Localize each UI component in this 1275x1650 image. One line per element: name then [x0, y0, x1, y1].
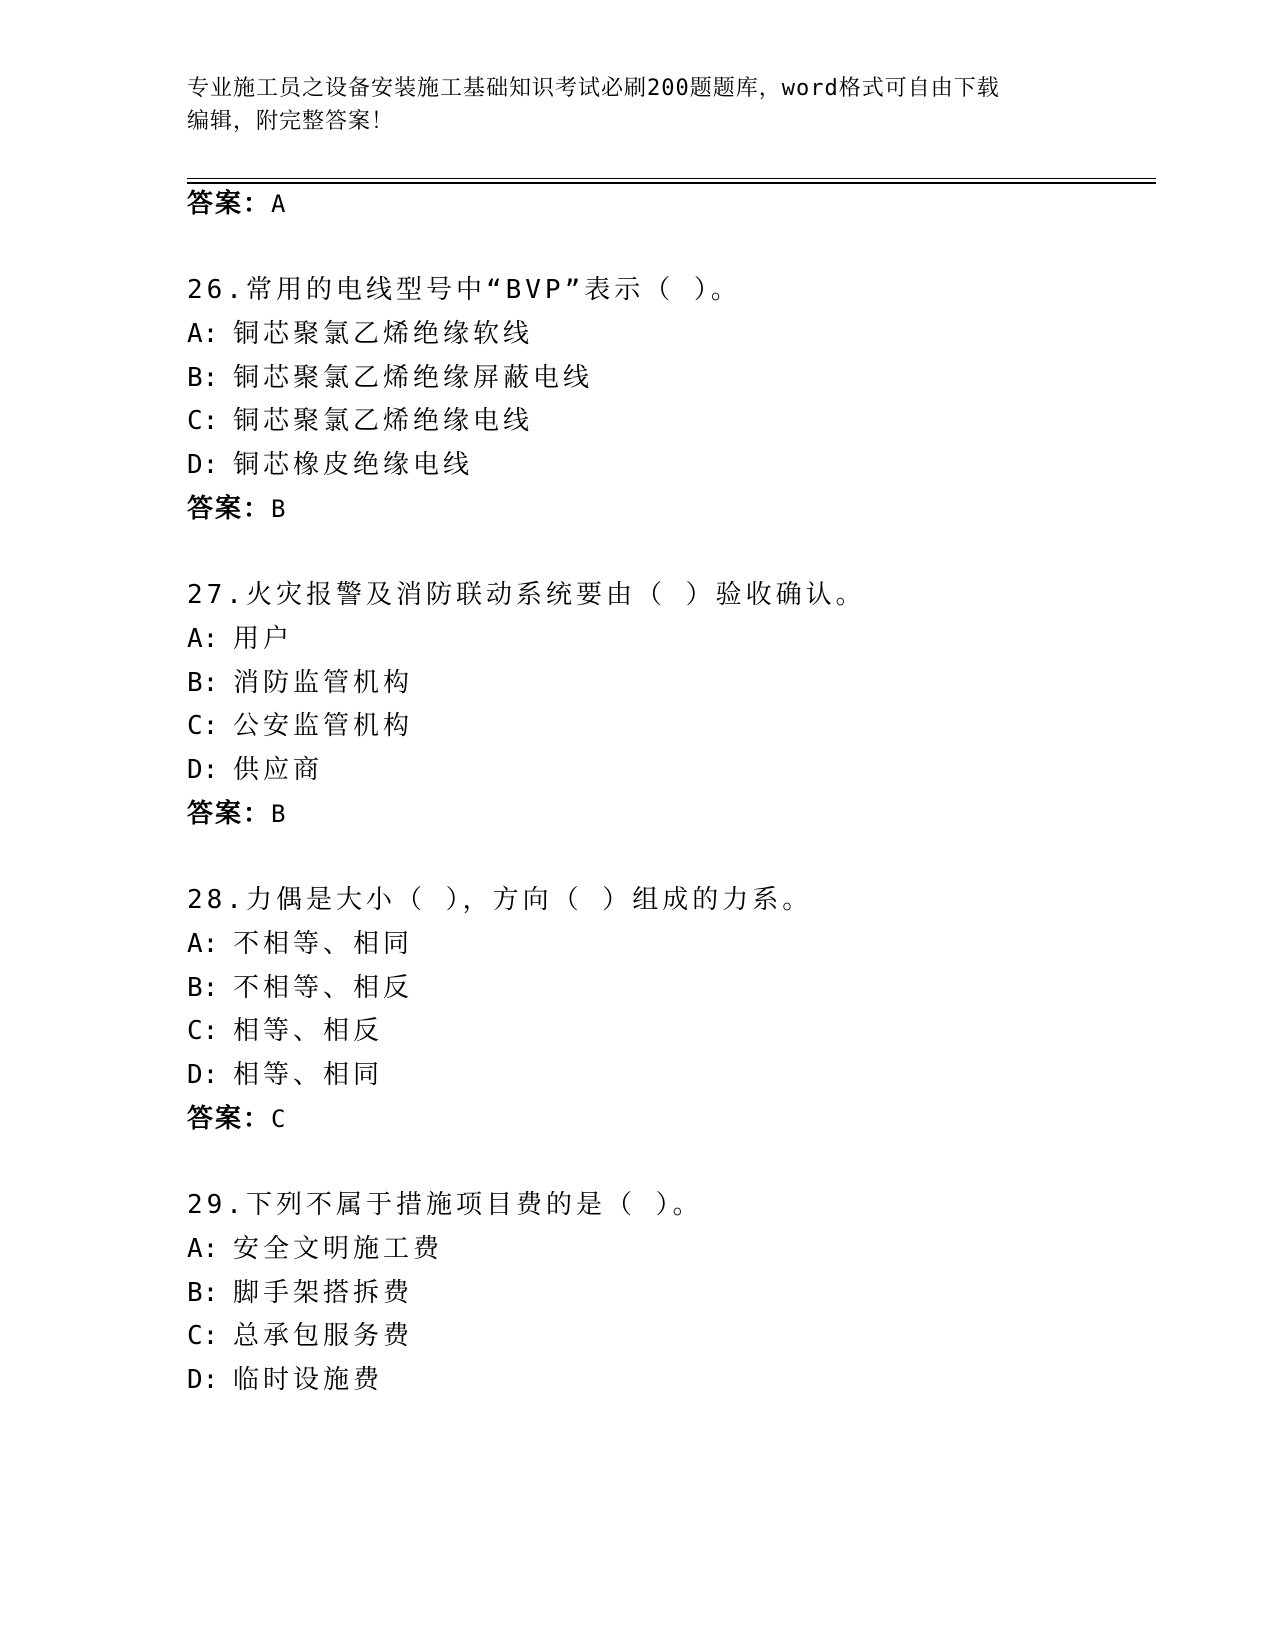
option-a — [187, 318, 533, 350]
answer-label: 答案： — [187, 189, 272, 219]
header-line-1: 专业施工员之设备安装施工基础知识考试必刷200题题库，word格式可自由下载 — [187, 76, 1000, 101]
option-text: 不相等、相同 — [233, 929, 414, 959]
answer-line — [187, 493, 285, 525]
option-d — [187, 754, 323, 786]
option-key: A: — [187, 319, 219, 349]
answer-label: 答案： — [187, 1104, 272, 1134]
option-key: C: — [187, 1016, 219, 1046]
answer-value: B — [271, 495, 286, 523]
answer-label: 答案： — [187, 494, 272, 524]
option-text: 相等、相同 — [233, 1060, 384, 1090]
question-stem: 29.下列不属于措施项目费的是（ ）。 — [187, 1190, 703, 1220]
option-key: D: — [187, 450, 219, 480]
option-key: A: — [187, 929, 219, 959]
answer-line — [187, 798, 285, 830]
answer-line — [187, 188, 285, 220]
option-text: 脚手架搭拆费 — [233, 1278, 414, 1308]
option-text: 临时设施费 — [233, 1365, 384, 1395]
option-key: B: — [187, 1278, 219, 1308]
option-b — [187, 972, 413, 1004]
option-key: D: — [187, 1060, 219, 1090]
header-divider-thick — [187, 182, 1156, 184]
option-c — [187, 1320, 413, 1352]
question-stem: 26.常用的电线型号中“BVP”表示（ ）。 — [187, 275, 741, 305]
header-divider-thin — [187, 178, 1156, 179]
option-c — [187, 710, 413, 742]
option-d — [187, 449, 473, 481]
option-text: 不相等、相反 — [233, 973, 414, 1003]
option-a — [187, 623, 293, 655]
option-text: 用户 — [233, 624, 294, 654]
option-text: 公安监管机构 — [233, 711, 414, 741]
option-key: C: — [187, 1321, 219, 1351]
option-key: A: — [187, 1234, 219, 1264]
option-text: 铜芯橡皮绝缘电线 — [233, 450, 474, 480]
option-key: A: — [187, 624, 219, 654]
option-key: C: — [187, 711, 219, 741]
option-text: 消防监管机构 — [233, 668, 414, 698]
option-a — [187, 928, 413, 960]
answer-value: C — [271, 1105, 286, 1133]
option-text: 供应商 — [233, 755, 324, 785]
option-c — [187, 405, 533, 437]
option-key: D: — [187, 755, 219, 785]
question-stem: 27.火灾报警及消防联动系统要由（ ）验收确认。 — [187, 580, 866, 610]
option-key: B: — [187, 363, 219, 393]
answer-label: 答案： — [187, 799, 272, 829]
option-text: 相等、相反 — [233, 1016, 384, 1046]
answer-line — [187, 1103, 285, 1135]
option-text: 铜芯聚氯乙烯绝缘电线 — [233, 406, 534, 436]
question-stem: 28.力偶是大小（ ），方向（ ）组成的力系。 — [187, 885, 813, 915]
option-d — [187, 1059, 383, 1091]
option-b — [187, 667, 413, 699]
option-key: B: — [187, 973, 219, 1003]
option-key: D: — [187, 1365, 219, 1395]
document-header — [187, 72, 1087, 138]
option-text: 铜芯聚氯乙烯绝缘软线 — [233, 319, 534, 349]
option-c — [187, 1015, 383, 1047]
option-key: C: — [187, 406, 219, 436]
option-text: 总承包服务费 — [233, 1321, 414, 1351]
option-a — [187, 1233, 443, 1265]
option-b — [187, 1277, 413, 1309]
option-b — [187, 362, 593, 394]
header-line-2: 编辑，附完整答案！ — [187, 109, 395, 134]
option-key: B: — [187, 668, 219, 698]
option-text: 安全文明施工费 — [233, 1234, 444, 1264]
answer-value: B — [271, 800, 286, 828]
option-d — [187, 1364, 383, 1396]
option-text: 铜芯聚氯乙烯绝缘屏蔽电线 — [233, 363, 594, 393]
answer-value: A — [271, 190, 286, 218]
